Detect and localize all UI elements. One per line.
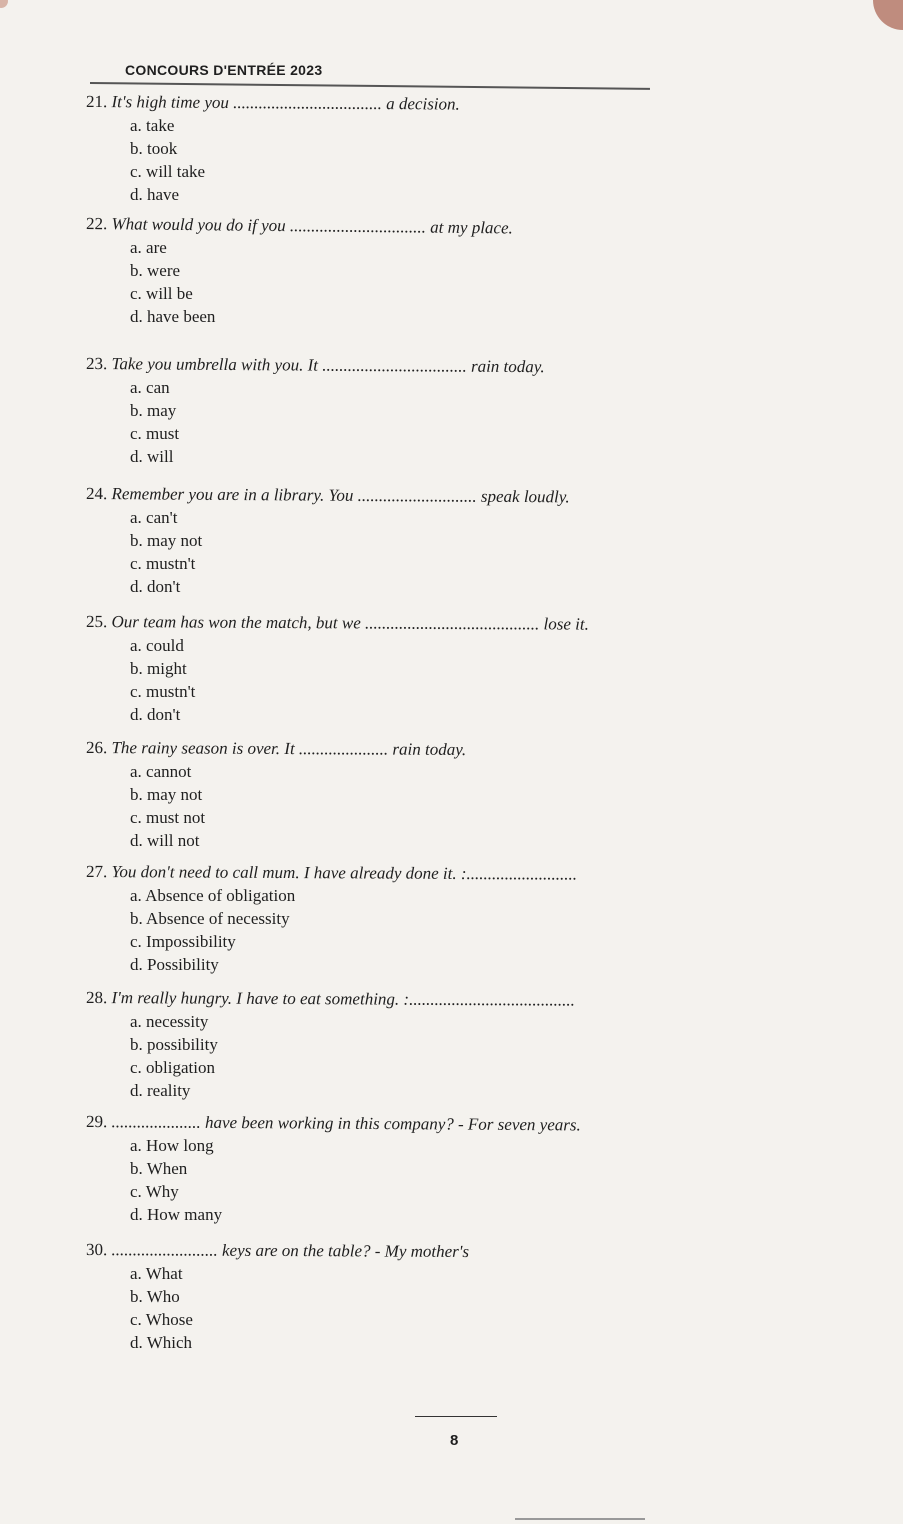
question-number: 28.: [85, 988, 108, 1008]
question-21: [86, 92, 726, 206]
page-number: 8: [450, 1432, 459, 1449]
option-b[interactable]: b. possibility: [130, 1035, 218, 1054]
option-a[interactable]: a. take: [130, 116, 175, 135]
question-stem: [86, 484, 726, 508]
page-corner-mark: [0, 0, 8, 8]
option-list: [130, 236, 726, 328]
option-b[interactable]: b. Absence of necessity: [130, 909, 290, 928]
option-d[interactable]: d. have: [130, 185, 180, 204]
option-d[interactable]: d. don't: [130, 577, 181, 596]
option-a[interactable]: a. How long: [130, 1136, 214, 1155]
option-d[interactable]: d. will not: [130, 831, 200, 850]
question-text: The rainy season is over. It ..................... rain today.: [111, 738, 467, 759]
question-number: 30.: [85, 1240, 108, 1260]
option-d[interactable]: d. will: [130, 447, 174, 466]
option-b[interactable]: b. may: [130, 401, 177, 420]
option-c[interactable]: c. must: [130, 424, 180, 443]
question-27: [86, 862, 726, 976]
option-c[interactable]: c. will take: [130, 162, 206, 181]
option-d[interactable]: d. have been: [130, 307, 216, 326]
question-stem: [86, 612, 726, 635]
option-c[interactable]: c. mustn't: [130, 682, 196, 701]
option-a[interactable]: a. cannot: [130, 762, 192, 781]
option-d[interactable]: d. How many: [130, 1205, 223, 1224]
question-30: [86, 1240, 726, 1354]
page-edge-mark: [515, 1518, 645, 1520]
question-number: 25.: [85, 612, 108, 632]
question-text: I'm really hungry. I have to eat something. :.......................................: [111, 988, 575, 1010]
question-stem: [86, 988, 726, 1011]
question-text: It's high time you ................................... a decision.: [111, 92, 460, 114]
option-c[interactable]: c. Whose: [130, 1310, 193, 1329]
option-a[interactable]: a. can't: [130, 508, 178, 527]
question-number: 27.: [85, 862, 108, 882]
question-stem: [86, 92, 726, 116]
option-a[interactable]: a. are: [130, 238, 167, 257]
option-list: [130, 506, 726, 598]
footer-divider: [415, 1416, 497, 1417]
question-26: [86, 738, 726, 852]
option-c[interactable]: c. must not: [130, 808, 206, 827]
question-number: 21.: [85, 92, 108, 112]
question-25: [86, 612, 726, 726]
question-number: 23.: [85, 354, 108, 374]
option-b[interactable]: b. might: [130, 659, 187, 678]
option-list: [130, 1134, 726, 1226]
option-list: [130, 1262, 726, 1354]
option-a[interactable]: a. What: [130, 1264, 183, 1283]
option-list: [130, 376, 726, 468]
question-stem: [86, 1240, 726, 1263]
option-a[interactable]: a. can: [130, 378, 170, 397]
question-22: [86, 214, 726, 328]
option-c[interactable]: c. will be: [130, 284, 193, 303]
question-number: 29.: [85, 1112, 108, 1132]
question-number: 24.: [85, 484, 108, 504]
option-b[interactable]: b. may not: [130, 531, 203, 550]
option-b[interactable]: b. were: [130, 261, 181, 280]
question-number: 22.: [85, 214, 108, 234]
option-b[interactable]: b. When: [130, 1159, 188, 1178]
question-text: Our team has won the match, but we ......................................... lose it.: [111, 612, 589, 634]
option-list: [130, 634, 726, 726]
option-a[interactable]: a. could: [130, 636, 184, 655]
question-stem: [86, 738, 726, 761]
option-c[interactable]: c. obligation: [130, 1058, 215, 1077]
question-stem: [86, 1112, 726, 1136]
question-text: You don't need to call mum. I have already done it. :..........................: [111, 862, 578, 884]
option-a[interactable]: a. Absence of obligation: [130, 886, 296, 905]
option-c[interactable]: c. Why: [130, 1182, 179, 1201]
option-list: [130, 114, 726, 206]
header-divider: [90, 82, 650, 90]
option-b[interactable]: b. may not: [130, 785, 203, 804]
question-stem: [86, 354, 726, 378]
option-list: [130, 760, 726, 852]
option-b[interactable]: b. Who: [130, 1287, 180, 1306]
option-c[interactable]: c. Impossibility: [130, 932, 236, 951]
option-list: [130, 1010, 726, 1102]
option-d[interactable]: d. Which: [130, 1333, 193, 1352]
question-24: [86, 484, 726, 598]
option-list: [130, 884, 726, 976]
option-d[interactable]: d. reality: [130, 1081, 191, 1100]
question-text: ......................... keys are on the table? - My mother's: [111, 1240, 470, 1262]
question-29: [86, 1112, 726, 1226]
question-23: [86, 354, 726, 468]
question-text: ..................... have been working in this company? - For seven years.: [111, 1112, 581, 1135]
question-text: Remember you are in a library. You ............................ speak loudly.: [111, 484, 570, 507]
exam-header-title: CONCOURS D'ENTRÉE 2023: [125, 62, 323, 78]
question-28: [86, 988, 726, 1102]
question-number: 26.: [85, 738, 108, 758]
question-text: Take you umbrella with you. It .................................. rain today.: [111, 354, 545, 377]
option-c[interactable]: c. mustn't: [130, 554, 196, 573]
option-b[interactable]: b. took: [130, 139, 178, 158]
option-a[interactable]: a. necessity: [130, 1012, 209, 1031]
question-stem: [86, 862, 726, 885]
question-text: What would you do if you ................................ at my place.: [111, 214, 513, 238]
page-corner-shadow: [873, 0, 903, 30]
option-d[interactable]: d. don't: [130, 705, 181, 724]
option-d[interactable]: d. Possibility: [130, 955, 219, 974]
